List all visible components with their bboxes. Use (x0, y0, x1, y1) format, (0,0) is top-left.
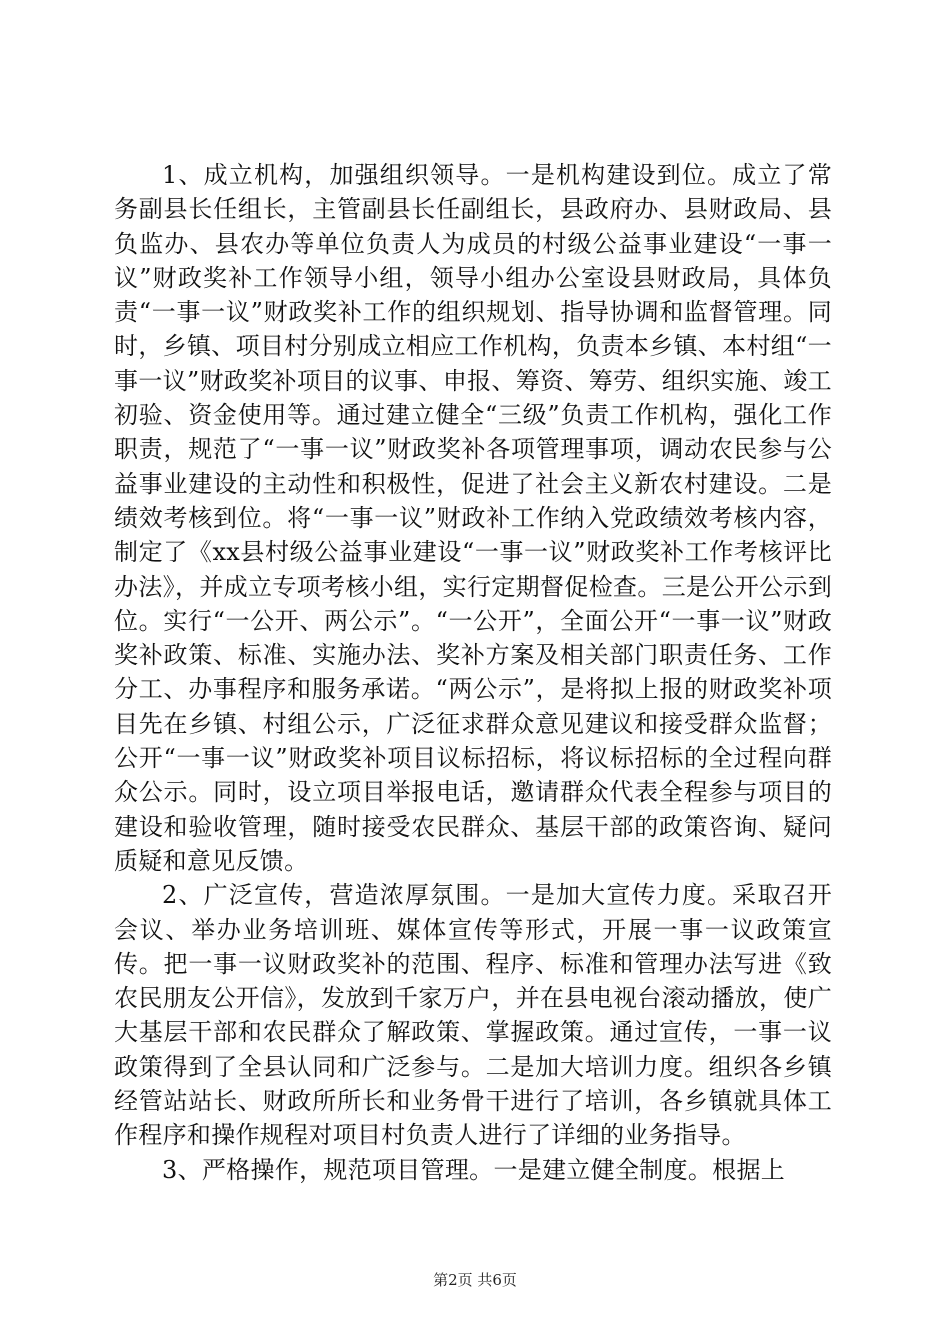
page-number-footer: 第2页 共6页 (433, 1271, 517, 1289)
paragraph-3: 3、严格操作，规范项目管理。一是建立健全制度。根据上 (162, 1155, 786, 1184)
paragraph-1: 1、成立机构，加强组织领导。一是机构建设到位。成立了常务副县长任组长，主管副县长任副组长，县政府办、县财政局、县负监办、县农办等单位负责人为成员的村级公益事业建设“一事一议”财政奖补工作领导小组，领导小组办公室设县财政局，具体负责“一事一议”财政奖补工作的组织规划、指导协调和监督管理。同时，乡镇、项目村分别成立相应工作机构，负责本乡镇、本村组“一事一议”财政奖补项目的议事、申报、筹资、筹劳、组织实施、竣工初验、资金使用等。通过建立健全“三级”负责工作机构，强化工作职责，规范了“一事一议”财政奖补各项管理事项，调动农民参与公益事业建设的主动性和积极性，促进了社会主义新农村建设。二是绩效考核到位。将“一事一议”财政补工作纳入党政绩效考核内容，制定了《xx县村级公益事业建设“一事一议”财政奖补工作考核评比办法》，并成立专项考核小组，实行定期督促检查。三是公开公示到位。实行“一公开、两公示”。“一公开”，全面公开“一事一议”财政奖补政策、标准、实施办法、奖补方案及相关部门职责任务、工作分工、办事程序和服务承诺。“两公示”，是将拟上报的财政奖补项目先在乡镇、村组公示，广泛征求群众意见建议和接受群众监督；公开“一事一议”财政奖补项目议标招标，将议标招标的全过程向群众公示。同时，设立项目举报电话，邀请群众代表全程参与项目的建设和验收管理，随时接受农民群众、基层干部的政策咨询、疑问质疑和意见反馈。 (114, 161, 832, 875)
document-body (114, 158, 832, 1187)
paragraph-2: 2、广泛宣传，营造浓厚氛围。一是加大宣传力度。采取召开会议、举办业务培训班、媒体宣传等形式，开展一事一议政策宣传。把一事一议财政奖补的范围、程序、标准和管理办法写进《致农民朋友公开信》，发放到千家万户，并在县电视台滚动播放，使广大基层干部和农民群众了解政策、掌握政策。通过宣传，一事一议政策得到了全县认同和广泛参与。二是加大培训力度。组织各乡镇经管站站长、财政所所长和业务骨干进行了培训，各乡镇就具体工作程序和操作规程对项目村负责人进行了详细的业务指导。 (114, 881, 832, 1150)
